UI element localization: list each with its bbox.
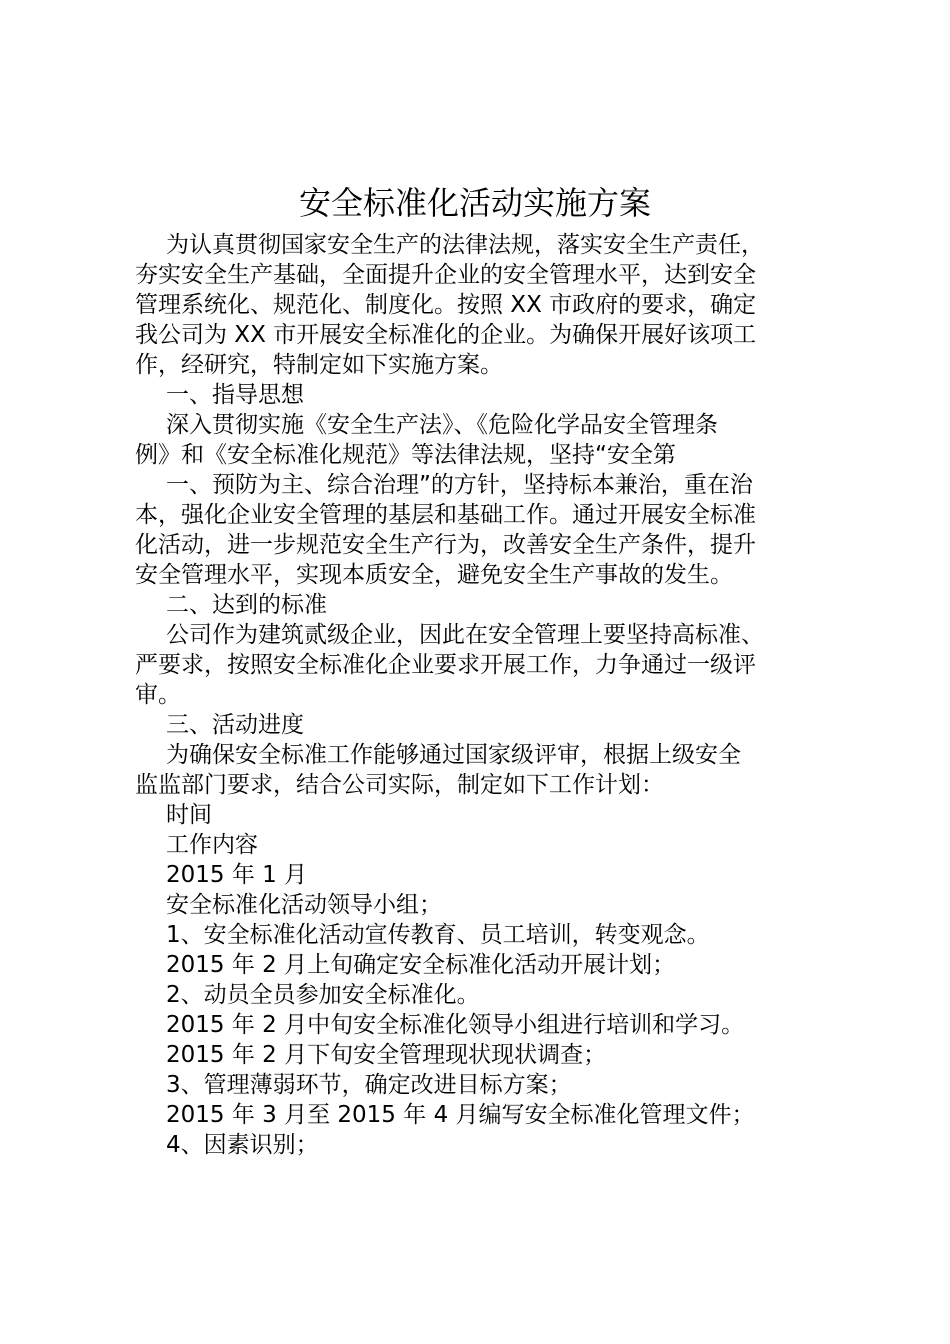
text-line: 严要求，按照安全标准化企业要求开展工作，力争通过一级评 — [135, 652, 756, 678]
text-line: 2015 年 2 月下旬安全管理现状现状调查； — [166, 1042, 607, 1068]
text-line: 时间 — [166, 802, 212, 828]
text-line: 2015 年 2 月上旬确定安全标准化活动开展计划； — [166, 952, 676, 978]
text-line: 作，经研究，特制定如下实施方案。 — [135, 352, 503, 378]
text-line: 管理系统化、规范化、制度化。按照 XX 市政府的要求，确定 — [135, 292, 757, 318]
text-line: 安全标准化活动领导小组； — [166, 892, 442, 918]
text-line: 一、指导思想 — [166, 382, 304, 408]
text-line: 安全管理水平，实现本质安全，避免安全生产事故的发生。 — [135, 562, 733, 588]
text-line: 审。 — [135, 682, 181, 708]
text-line: 2015 年 2 月中旬安全标准化领导小组进行培训和学习。 — [166, 1012, 745, 1038]
text-line: 2015 年 1 月 — [166, 862, 308, 888]
text-line: 本，强化企业安全管理的基层和基础工作。通过开展安全标准 — [135, 502, 756, 528]
text-line: 公司作为建筑贰级企业，因此在安全管理上要坚持高标准、 — [166, 622, 764, 648]
document-body — [135, 230, 825, 1160]
text-line: 为认真贯彻国家安全生产的法律法规，落实安全生产责任， — [166, 232, 764, 258]
text-line: 3、管理薄弱环节，确定改进目标方案； — [166, 1072, 572, 1098]
text-line: 为确保安全标准工作能够通过国家级评审，根据上级安全 — [166, 742, 741, 768]
document-title: 安全标准化活动实施方案 — [298, 184, 651, 222]
text-line: 二、达到的标准 — [166, 592, 327, 618]
text-line: 2015 年 3 月至 2015 年 4 月编写安全标准化管理文件； — [166, 1102, 755, 1128]
text-line: 工作内容 — [166, 832, 258, 858]
text-line: 监监部门要求，结合公司实际，制定如下工作计划： — [135, 772, 664, 798]
text-line: 化活动，进一步规范安全生产行为，改善安全生产条件，提升 — [135, 532, 756, 558]
text-line: 1、安全标准化活动宣传教育、员工培训，转变观念。 — [166, 922, 710, 948]
text-line: 一、预防为主、综合治理”的方针，坚持标本兼治，重在治 — [166, 472, 753, 498]
text-line: 深入贯彻实施《安全生产法》、《危险化学品安全管理条 — [166, 412, 718, 438]
text-line: 三、活动进度 — [166, 712, 304, 738]
text-line: 夯实安全生产基础，全面提升企业的安全管理水平，达到安全 — [135, 262, 756, 288]
text-line: 2、动员全员参加安全标准化。 — [166, 982, 480, 1008]
text-line: 我公司为 XX 市开展安全标准化的企业。为确保开展好该项工 — [135, 322, 757, 348]
text-line: 例》和《安全标准化规范》等法律法规，坚持“安全第 — [135, 442, 676, 468]
text-line: 4、因素识别； — [166, 1132, 319, 1158]
